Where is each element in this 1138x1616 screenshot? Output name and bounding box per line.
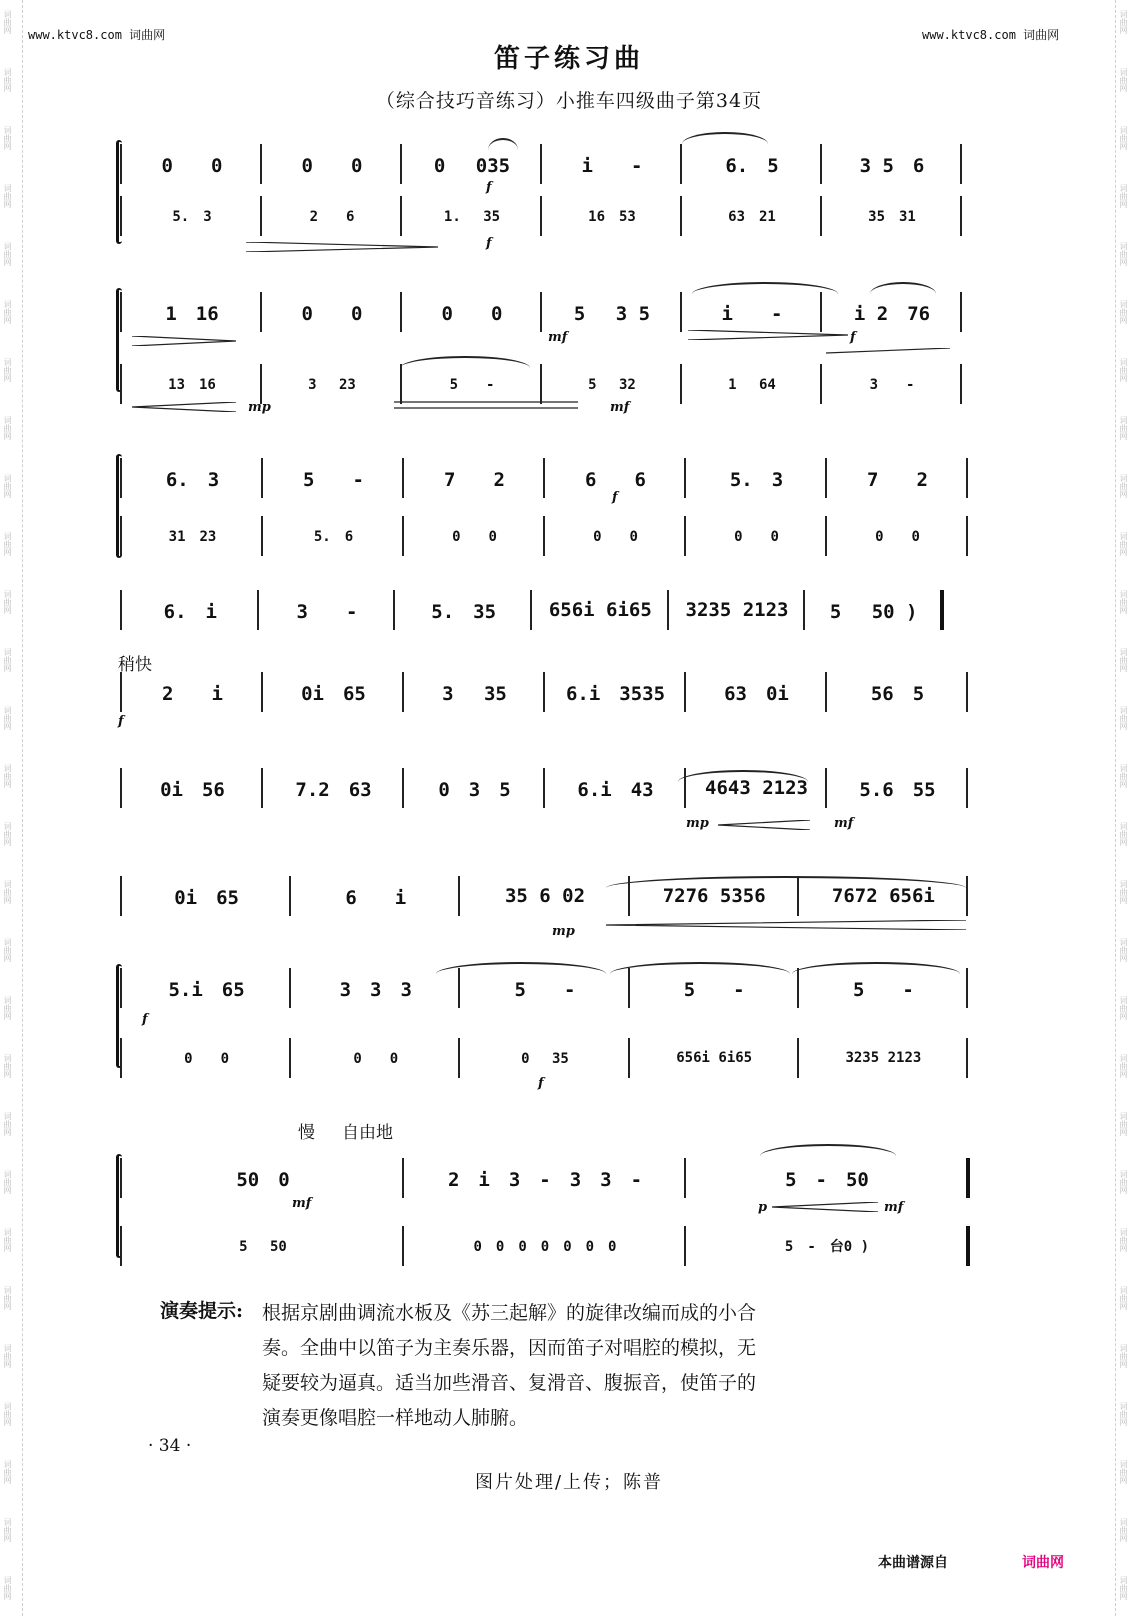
measure [120, 196, 262, 236]
staff-row [120, 1158, 1000, 1198]
barline [966, 672, 968, 712]
side-watermark-mark: 词曲网 [1119, 880, 1128, 904]
measure [260, 364, 402, 404]
barline [966, 1226, 970, 1266]
measure-notes: 3235 2123 [685, 599, 789, 621]
measure-notes: 56 5 [870, 682, 925, 705]
measure-notes: 3235 2123 [845, 1050, 922, 1066]
side-watermark-mark: 词曲网 [3, 648, 12, 672]
measure-notes: 0 0 [452, 529, 497, 545]
page-number: · 34 · [148, 1436, 192, 1456]
measure [402, 672, 545, 712]
measure-notes: 6. i [163, 600, 217, 623]
staff-row [120, 458, 1000, 498]
barline [966, 968, 968, 1008]
measure-notes: 35 6 02 [504, 885, 586, 907]
side-watermark-mark: 词曲网 [3, 1054, 12, 1078]
barline [966, 768, 968, 808]
measure-notes: 5.6 55 [859, 778, 936, 801]
tempo-mark-free: 自由地 [342, 1123, 393, 1143]
side-watermark-mark: 词曲网 [1119, 126, 1128, 150]
measure [667, 590, 806, 630]
dynamic-mark: mp [248, 400, 271, 415]
measure-notes: 3 3 3 [339, 978, 412, 1001]
slur [400, 356, 530, 368]
measure-notes: 0 0 [161, 154, 223, 177]
side-watermark-mark: 词曲网 [1119, 300, 1128, 324]
measure-notes: 0 35 [521, 1051, 569, 1067]
measure [120, 458, 263, 498]
measure [120, 968, 291, 1008]
measure [458, 1038, 629, 1078]
side-watermark-mark: 词曲网 [3, 1112, 12, 1136]
staff-row [120, 292, 1000, 332]
measure-notes: 6 6 [585, 468, 646, 491]
measure-notes: 0 3 5 [438, 778, 511, 801]
measure [458, 968, 629, 1008]
measure [260, 144, 402, 184]
measure-notes: 5. 3 [172, 209, 212, 225]
dynamic-mark: f [486, 236, 492, 251]
barline [940, 590, 944, 630]
side-watermark-mark: 词曲网 [1119, 1112, 1128, 1136]
side-watermark-mark: 词曲网 [1119, 242, 1128, 266]
measure [825, 768, 968, 808]
measure-notes: 5 - [852, 978, 914, 1001]
measure-notes: 656i 6i65 [676, 1050, 753, 1066]
staff-row [120, 1038, 1000, 1078]
measure [400, 196, 542, 236]
measure [400, 144, 542, 184]
side-watermark-mark: 词曲网 [1119, 1286, 1128, 1310]
measure [825, 672, 968, 712]
dynamic-mark: mf [884, 1200, 904, 1215]
measure-notes: 7 2 [444, 468, 505, 491]
measure-notes: 5 - [449, 377, 495, 393]
measure-notes: 6.i 43 [577, 778, 654, 801]
decrescendo-hairpin [132, 336, 236, 346]
measure-notes: 50 0 [236, 1168, 290, 1191]
measure-notes: 3 - [296, 600, 358, 623]
measure [628, 1038, 799, 1078]
measure [825, 458, 968, 498]
measure [684, 672, 827, 712]
measure-notes: 7 2 [867, 468, 928, 491]
measure [458, 876, 629, 916]
measure [680, 292, 822, 332]
measure-notes: 5. 6 [313, 529, 354, 545]
side-watermark-mark: 词曲网 [1119, 822, 1128, 846]
measure-notes: 0i 65 [301, 682, 366, 705]
measure [400, 364, 542, 404]
dynamic-mark: mf [610, 400, 630, 415]
crescendo-hairpin [718, 820, 810, 830]
side-watermark-mark: 词曲网 [3, 822, 12, 846]
measure [261, 516, 404, 556]
side-watermark-mark: 词曲网 [1119, 358, 1128, 382]
measure [402, 1226, 686, 1266]
staff-row [120, 144, 1000, 184]
staff-row [120, 768, 1000, 808]
crescendo-hairpin [826, 348, 950, 358]
measure-notes: 0 0 [301, 154, 363, 177]
measure-notes: 5 32 [588, 377, 636, 393]
measure [120, 144, 262, 184]
right-margin-strip [1115, 0, 1138, 1616]
measure [543, 516, 686, 556]
hairpin-line [394, 400, 578, 410]
measure-notes: 2 i [162, 682, 223, 705]
side-watermark-mark: 词曲网 [1119, 1228, 1128, 1252]
measure [543, 672, 686, 712]
side-watermark-mark: 词曲网 [3, 184, 12, 208]
side-watermark-mark: 词曲网 [1119, 1460, 1128, 1484]
side-watermark-mark: 词曲网 [3, 706, 12, 730]
left-margin-strip [0, 0, 23, 1616]
side-watermark-mark: 词曲网 [3, 590, 12, 614]
measure [402, 516, 545, 556]
decrescendo-hairpin [688, 330, 848, 340]
measure [257, 590, 396, 630]
measure [120, 364, 262, 404]
measure [120, 292, 262, 332]
side-watermark-mark: 词曲网 [1119, 1054, 1128, 1078]
side-watermark-mark: 词曲网 [1119, 648, 1128, 672]
side-watermark-mark: 词曲网 [1119, 416, 1128, 440]
source-label: 本曲谱源自 [878, 1555, 948, 1571]
staff-row [120, 196, 1000, 236]
side-watermark-mark: 词曲网 [1119, 996, 1128, 1020]
measure-notes: 16 53 [588, 209, 636, 225]
measure-notes: 1. 35 [443, 209, 501, 225]
barline [960, 364, 962, 404]
measure [540, 144, 682, 184]
measure [402, 1158, 686, 1198]
measure-notes: 0i 56 [160, 778, 225, 801]
slur [436, 962, 606, 974]
measure [825, 516, 968, 556]
measure-notes: 31 23 [168, 529, 217, 545]
measure [120, 876, 291, 916]
dynamic-mark: p [758, 1200, 768, 1215]
barline [966, 1158, 970, 1198]
side-watermark-mark: 词曲网 [3, 1228, 12, 1252]
measure [400, 292, 542, 332]
measure [530, 590, 669, 630]
measure-notes: 0 0 [593, 529, 638, 545]
dynamic-mark: mf [834, 816, 854, 831]
measure-notes: 5. 3 [729, 468, 784, 491]
measure [402, 458, 545, 498]
measure-notes: 3 - [869, 377, 915, 393]
side-watermark-mark: 词曲网 [3, 1576, 12, 1600]
measure [540, 196, 682, 236]
measure-notes: 3 5 6 [859, 154, 925, 177]
crescendo-hairpin [132, 402, 236, 412]
measure [260, 196, 402, 236]
barline [966, 516, 968, 556]
measure [393, 590, 532, 630]
measure-notes: 63 0i [724, 682, 789, 705]
measure-notes: 5 - [514, 978, 576, 1001]
tempo-mark-slow: 慢 [298, 1123, 315, 1143]
side-watermark-mark: 词曲网 [1119, 1518, 1128, 1542]
upload-credit: 图片处理/上传；陈普 [474, 1472, 664, 1493]
measure [820, 144, 962, 184]
slur [792, 962, 960, 974]
measure-notes: 0 0 [734, 529, 779, 545]
measure [260, 292, 402, 332]
page-title: 笛子练习曲 [493, 44, 644, 74]
side-watermark-mark: 词曲网 [3, 1518, 12, 1542]
measure [120, 1038, 291, 1078]
dynamic-mark: mf [292, 1196, 312, 1211]
measure [261, 458, 404, 498]
measure-notes: i - [581, 154, 643, 177]
slur [682, 132, 768, 144]
page-subtitle: （综合技巧音练习）小推车四级曲子第34页 [375, 90, 763, 112]
measure-notes: 5 3 5 [573, 302, 651, 325]
side-watermark-mark: 词曲网 [1119, 1576, 1128, 1600]
performance-notes-text: 根据京剧曲调流水板及《苏三起解》的旋律改编而成的小合奏。全曲中以笛子为主奏乐器，因而笛子对唱腔的模拟，无疑要较为逼真。适当加些滑音、复滑音、腹振音，使笛子的演奏更像唱腔一样地动人肺腑。 [262, 1302, 757, 1429]
measure-notes: 5.i 65 [168, 978, 245, 1001]
staff-row [120, 968, 1000, 1008]
measure [261, 672, 404, 712]
measure-notes: 6. 3 [165, 468, 220, 491]
measure-notes: 13 16 [168, 377, 216, 393]
side-watermark-mark: 词曲网 [1119, 1344, 1128, 1368]
crescendo-hairpin [606, 920, 966, 930]
measure [543, 768, 686, 808]
dynamic-mark: f [118, 714, 124, 729]
measure [684, 1158, 968, 1198]
staff-row [120, 1226, 1000, 1266]
measure-notes: 0 0 [353, 1051, 399, 1067]
measure [120, 516, 263, 556]
measure [289, 968, 460, 1008]
site-watermark-right: www.ktvc8.com 词曲网 [922, 28, 1060, 42]
measure [120, 1226, 404, 1266]
measure-notes: i 2 76 [853, 302, 931, 325]
measure [797, 1038, 968, 1078]
side-watermark-mark: 词曲网 [1119, 184, 1128, 208]
measure-notes: 7.2 63 [295, 778, 372, 801]
side-watermark-mark: 词曲网 [3, 1286, 12, 1310]
measure [628, 968, 799, 1008]
measure-notes: 5. 35 [431, 600, 497, 623]
tempo-mark-faster: 稍快 [118, 655, 152, 675]
measure-notes: 7672 656i [831, 885, 935, 907]
side-watermark-mark: 词曲网 [1119, 590, 1128, 614]
side-watermark-mark: 词曲网 [3, 416, 12, 440]
slur [488, 138, 518, 150]
measure-notes: 4643 2123 [705, 777, 808, 799]
measure-notes: 656i 6i65 [548, 599, 652, 621]
staff-row [120, 590, 1000, 630]
measure-notes: 5 - [303, 468, 364, 491]
source-site-link[interactable]: 词曲网 [1022, 1555, 1064, 1571]
measure-notes: 5 - [683, 978, 745, 1001]
side-watermark-mark: 词曲网 [3, 1344, 12, 1368]
measure [684, 1226, 968, 1266]
measure-notes: 6 i [345, 886, 407, 909]
measure-notes: 0 035 [433, 154, 511, 177]
dynamic-mark: f [486, 180, 492, 195]
staff-row [120, 516, 1000, 556]
side-watermark-mark: 词曲网 [3, 938, 12, 962]
measure [120, 672, 263, 712]
dynamic-mark: f [142, 1012, 148, 1027]
staff-row [120, 364, 1000, 404]
barline [966, 458, 968, 498]
side-watermark-mark: 词曲网 [3, 996, 12, 1020]
side-watermark-mark: 词曲网 [3, 242, 12, 266]
measure-notes: 2 i 3 - 3 3 - [447, 1168, 643, 1191]
side-watermark-mark: 词曲网 [3, 474, 12, 498]
dynamic-mark: f [850, 330, 856, 345]
crescendo-hairpin [772, 1202, 878, 1212]
measure [120, 1158, 404, 1198]
side-watermark-mark: 词曲网 [1119, 938, 1128, 962]
dynamic-mark: mp [552, 924, 575, 939]
side-watermark-mark: 词曲网 [3, 532, 12, 556]
measure-notes: 5 50 [239, 1239, 287, 1255]
side-watermark-mark: 词曲网 [3, 358, 12, 382]
measure-notes: 2 6 [309, 209, 355, 225]
performance-notes-label: 演奏提示: [160, 1300, 244, 1322]
side-watermark-mark: 词曲网 [1119, 532, 1128, 556]
measure [289, 876, 460, 916]
measure [120, 768, 263, 808]
measure [797, 968, 968, 1008]
measure [803, 590, 942, 630]
measure [684, 458, 827, 498]
dynamic-mark: mf [548, 330, 568, 345]
decrescendo-hairpin [246, 242, 438, 252]
side-watermark-mark: 词曲网 [3, 68, 12, 92]
slur [692, 282, 838, 294]
side-watermark-mark: 词曲网 [3, 764, 12, 788]
measure-notes: 0 0 0 0 0 0 0 [473, 1239, 617, 1255]
measure [680, 196, 822, 236]
barline [960, 196, 962, 236]
measure [540, 292, 682, 332]
side-watermark-mark: 词曲网 [3, 10, 12, 34]
measure-notes: 0i 65 [174, 886, 239, 909]
measure [820, 292, 962, 332]
side-watermark-mark: 词曲网 [3, 300, 12, 324]
measure [261, 768, 404, 808]
measure-notes: 7276 5356 [662, 885, 766, 907]
side-watermark-mark: 词曲网 [1119, 1170, 1128, 1194]
site-watermark-left: www.ktvc8.com 词曲网 [28, 28, 166, 42]
measure [402, 768, 545, 808]
side-watermark-mark: 词曲网 [1119, 1402, 1128, 1426]
side-watermark-mark: 词曲网 [3, 1460, 12, 1484]
measure-notes: 0 0 [441, 302, 503, 325]
measure [680, 364, 822, 404]
measure-notes: 0 0 [184, 1051, 230, 1067]
side-watermark-mark: 词曲网 [1119, 10, 1128, 34]
measure-notes: 6. 5 [725, 154, 779, 177]
measure-notes: 3 23 [308, 377, 356, 393]
slur [760, 1144, 896, 1156]
measure-notes: 5 - 台0 ) [784, 1239, 870, 1255]
measure [820, 364, 962, 404]
barline [960, 144, 962, 184]
measure-notes: 5 50 ) [829, 600, 918, 623]
measure [680, 144, 822, 184]
staff-row [120, 672, 1000, 712]
side-watermark-mark: 词曲网 [3, 126, 12, 150]
measure [120, 590, 259, 630]
measure-notes: 0 0 [301, 302, 363, 325]
measure [289, 1038, 460, 1078]
measure-notes: 1 16 [165, 302, 219, 325]
side-watermark-mark: 词曲网 [1119, 706, 1128, 730]
side-watermark-mark: 词曲网 [3, 1402, 12, 1426]
side-watermark-mark: 词曲网 [3, 880, 12, 904]
measure-notes: 0 0 [875, 529, 920, 545]
side-watermark-mark: 词曲网 [1119, 764, 1128, 788]
measure-notes: 35 31 [868, 209, 916, 225]
measure-notes: 1 64 [728, 377, 776, 393]
side-watermark-mark: 词曲网 [3, 1170, 12, 1194]
side-watermark-mark: 词曲网 [1119, 68, 1128, 92]
side-watermark-mark: 词曲网 [1119, 474, 1128, 498]
slur [610, 962, 790, 974]
dynamic-mark: f [538, 1076, 544, 1091]
dynamic-mark: mp [686, 816, 709, 831]
measure [540, 364, 682, 404]
barline [966, 1038, 968, 1078]
measure [684, 516, 827, 556]
measure-notes: 63 21 [728, 209, 776, 225]
barline [966, 876, 968, 916]
measure-notes: 5 - 50 [785, 1168, 869, 1191]
dynamic-mark: f [612, 490, 618, 505]
measure [820, 196, 962, 236]
slur [870, 282, 936, 294]
measure-notes: 3 35 [442, 682, 507, 705]
measure-notes: 6.i 3535 [565, 682, 666, 705]
measure-notes: i - [721, 302, 783, 325]
barline [960, 292, 962, 332]
